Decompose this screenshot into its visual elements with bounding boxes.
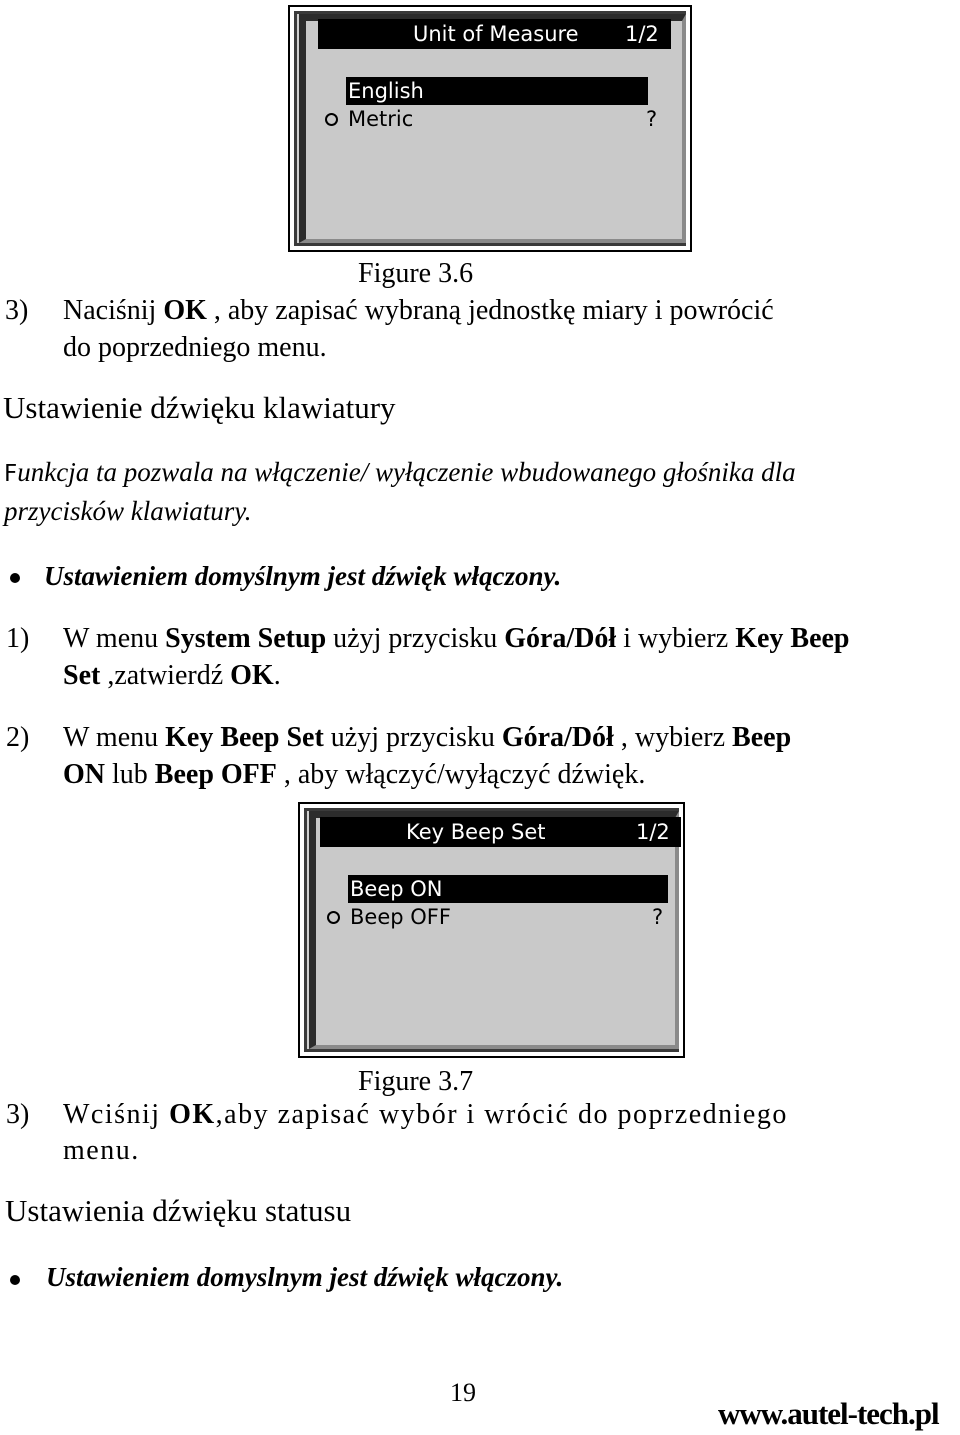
radio-icon	[325, 113, 338, 126]
figure-caption: Figure 3.6	[358, 258, 474, 289]
bullet-text: Ustawieniem domyslnym jest dźwięk włączony.	[46, 1262, 564, 1292]
step-text-line2: do poprzedniego menu.	[63, 332, 327, 363]
screen-page-indicator: 1/2	[625, 22, 659, 46]
question-icon: ?	[646, 107, 658, 131]
bullet-text: Ustawieniem domyślnym jest dźwięk włączony.	[44, 561, 562, 591]
menu-option[interactable]: Metric ?	[322, 105, 662, 133]
intro-paragraph: Funkcja ta pozwala na włączenie/ wyłączenie wbudowanego głośnika dla	[4, 457, 796, 487]
radio-icon	[327, 911, 340, 924]
menu-option-selected[interactable]: English	[346, 77, 648, 105]
step-number: 3)	[6, 1099, 30, 1130]
step-text: Wciśnij OK,aby zapisać wybór i wrócić do poprzedniego	[63, 1099, 788, 1130]
menu-option[interactable]: Beep OFF ?	[324, 903, 674, 931]
intro-paragraph-line2: przycisków klawiatury.	[4, 496, 252, 526]
step-text: W menu Key Beep Set użyj przycisku Góra/Dół , wybierz Beep	[63, 722, 792, 753]
menu-option-selected[interactable]: Beep ON	[348, 875, 668, 903]
screen-title: Unit of Measure	[413, 22, 579, 46]
section-heading: Ustawienia dźwięku statusu	[5, 1193, 352, 1228]
step-number: 3)	[5, 295, 29, 326]
step-text: Naciśnij OK , aby zapisać wybraną jednostkę miary i powrócić	[63, 295, 774, 326]
figure-caption: Figure 3.7	[358, 1066, 474, 1097]
section-heading: Ustawienie dźwięku klawiatury	[3, 390, 396, 425]
step-text-line2: menu.	[63, 1135, 140, 1166]
step-text-line2: ON lub Beep OFF , aby włączyć/wyłączyć dźwięk.	[63, 759, 646, 790]
page-number: 19	[450, 1378, 476, 1407]
step-number: 2)	[6, 722, 30, 753]
step-number: 1)	[6, 623, 30, 654]
bullet-icon	[10, 573, 20, 583]
question-icon: ?	[652, 905, 664, 929]
step-text: W menu System Setup użyj przycisku Góra/Dół i wybierz Key Beep	[63, 623, 850, 654]
bullet-icon	[10, 1275, 20, 1285]
step-text-line2: Set ,zatwierdź OK.	[63, 660, 281, 691]
screen-title-bar	[318, 19, 671, 49]
screen-title-bar	[320, 817, 681, 847]
screen-page-indicator: 1/2	[636, 820, 670, 844]
screen-title: Key Beep Set	[406, 820, 546, 844]
website-link[interactable]: www.autel-tech.pl	[718, 1396, 939, 1431]
